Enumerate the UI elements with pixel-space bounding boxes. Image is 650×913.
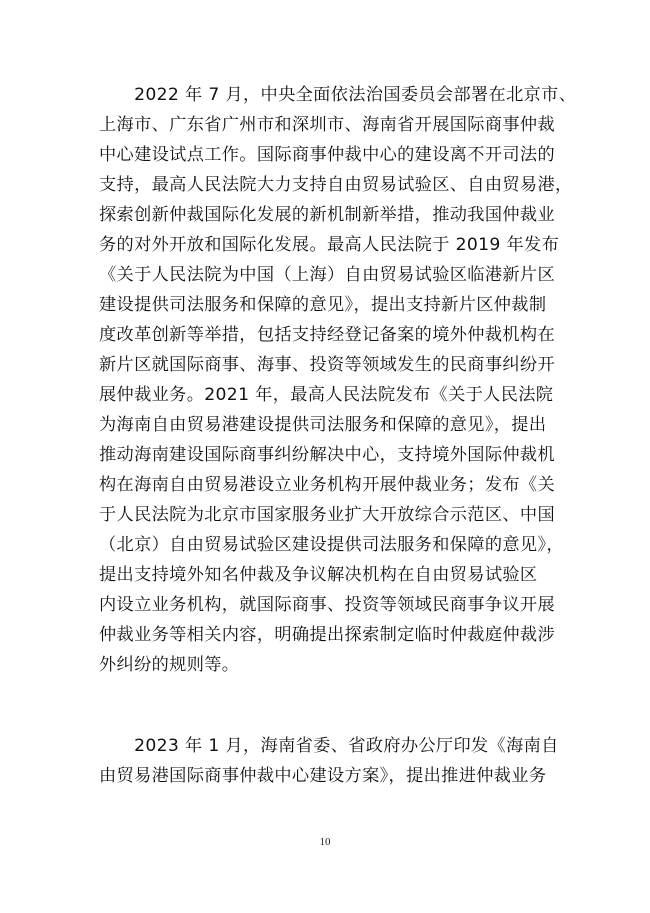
text-line: 务的对外开放和国际化发展。最高人民法院于 2019 年发布 xyxy=(99,235,560,255)
text-line: 推动海南建设国际商事纠纷解决中心，支持境外国际仲裁机 xyxy=(99,445,555,465)
page-number: 10 xyxy=(319,836,331,848)
text-line: 于人民法院为北京市国家服务业扩大开放综合示范区、中国 xyxy=(99,505,555,525)
text-line: （北京）自由贸易试验区建设提供司法服务和保障的意见》， xyxy=(99,535,564,555)
text-line: 中心建设试点工作。国际商事仲裁中心的建设离不开司法的 xyxy=(99,145,555,165)
text-line: 外纠纷的规则等。 xyxy=(99,655,240,675)
text-line: 《关于人民法院为中国（上海）自由贸易试验区临港新片区 xyxy=(99,265,555,285)
text-line: 仲裁业务等相关内容，明确提出探索制定临时仲裁庭仲裁涉 xyxy=(99,625,555,645)
text-line: 支持，最高人民法院大力支持自由贸易试验区、自由贸易港， xyxy=(99,175,573,195)
text-line: 2022 年 7 月，中央全面依法治国委员会部署在北京市、 xyxy=(99,85,577,105)
text-line: 由贸易港国际商事仲裁中心建设方案》，提出推进仲裁业务 xyxy=(99,766,547,786)
text-line: 探索创新仲裁国际化发展的新机制新举措，推动我国仲裁业 xyxy=(99,205,555,225)
text-line: 构在海南自由贸易港设立业务机构开展仲裁业务；发布《关 xyxy=(99,475,555,495)
text-line: 为海南自由贸易港建设提供司法服务和保障的意见》，提出 xyxy=(99,415,547,435)
text-line: 展仲裁业务。2021 年，最高人民法院发布《关于人民法院 xyxy=(99,385,554,405)
text-line: 提出支持境外知名仲裁及争议解决机构在自由贸易试验区 xyxy=(99,565,538,585)
text-line: 上海市、广东省广州市和深圳市、海南省开展国际商事仲裁 xyxy=(99,115,555,135)
text-line: 度改革创新等举措，包括支持经登记备案的境外仲裁机构在 xyxy=(99,325,555,345)
text-line: 建设提供司法服务和保障的意见》，提出支持新片区仲裁制 xyxy=(99,295,547,315)
text-line: 内设立业务机构，就国际商事、投资等领域民商事争议开展 xyxy=(99,595,555,615)
text-line: 2023 年 1 月，海南省委、省政府办公厅印发《海南自 xyxy=(99,736,559,756)
text-line: 新片区就国际商事、海事、投资等领域发生的民商事纠纷开 xyxy=(99,355,555,375)
